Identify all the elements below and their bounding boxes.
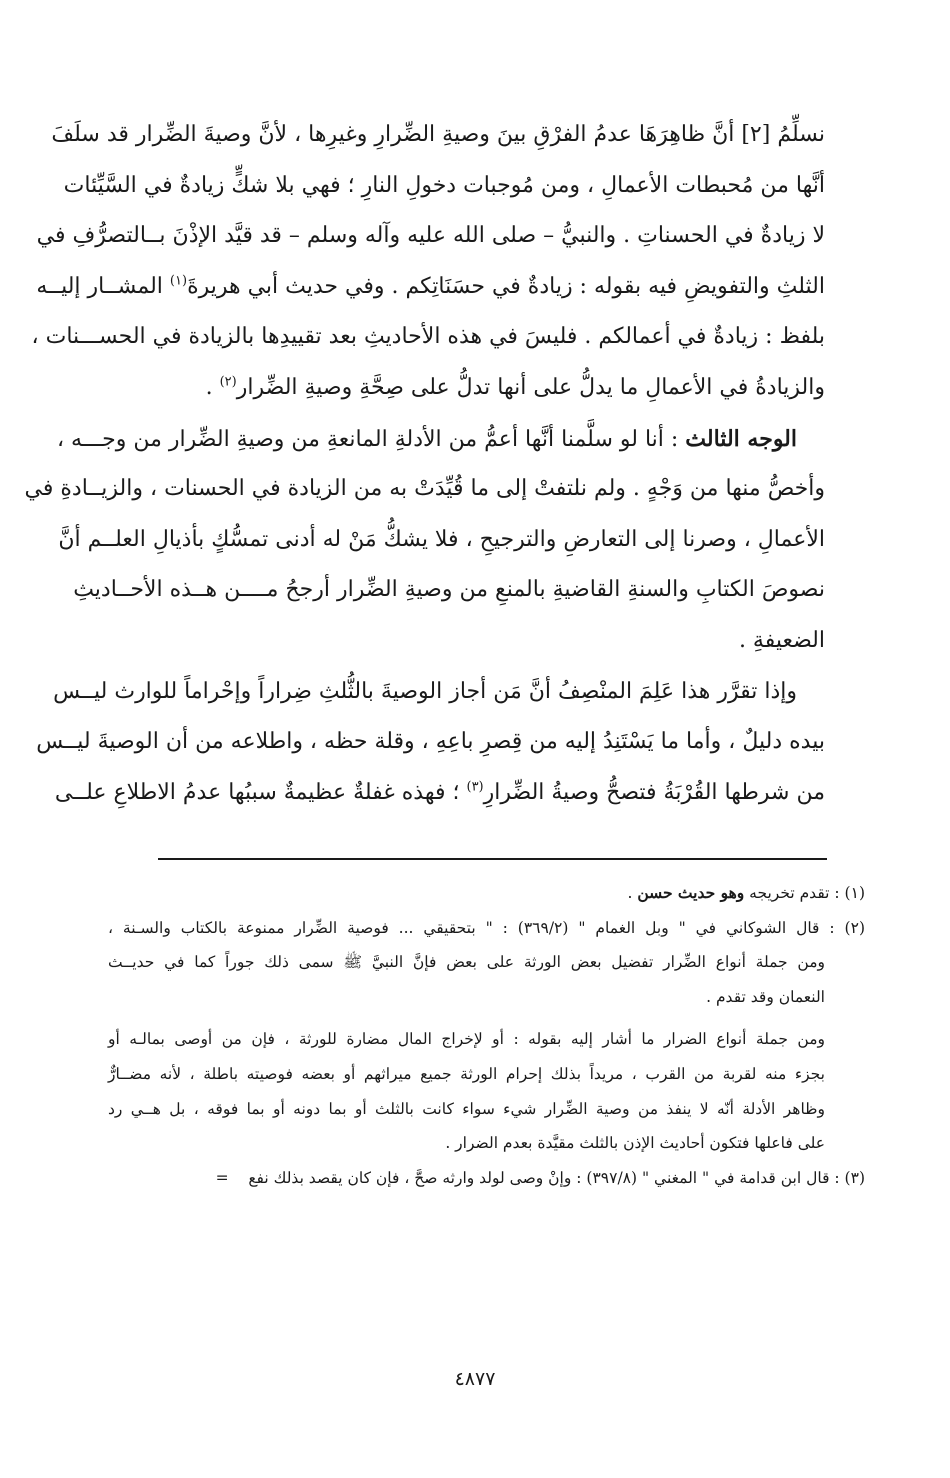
footnote-2b-line: بجزء منه لقربة من القرب ، مريداً بذلك إحرام الورثة جميع ميراثهم أو بعضه فوصيته باطلة ، لأنه مضــارٌّ — [108, 1064, 825, 1083]
body-line: بيده دليلٌ ، وأما ما يَسْتَنِدُ إليه من قِصرِ باعِهِ ، وقلة حظه ، واطلاعه من أن الوصيةَ ليــس — [36, 729, 825, 755]
body-line — [36, 262, 825, 313]
section-heading: الوجه الثالث — [685, 425, 797, 452]
footnote-2b-line: وظاهر الأدلة أنّه لا ينفذ من وصية الضِّرار شيء سواء كانت بالثلث أو بما دونه أو بما فوقه ، بل هــي رد — [108, 1099, 825, 1118]
body-line-text: ؛ فهذه غفلةٌ عظيمةٌ سببُها عدمُ الاطلاعِ علــى — [54, 779, 467, 805]
footnote-2-line: ومن جملة أنواع الضِّرار تفضيل بعض الورثة على بعض فإنَّ النبيَّ ﷺ سمى ذلك جوراً كما في حديــث — [108, 953, 825, 972]
body-line-text: : أنا لو سلَّمنا أنَّها أعمُّ من الأدلةِ المانعةِ من وصيةِ الضِّرار من وجـــه ، — [56, 426, 686, 452]
footnote-2-line: (٢) : قال الشوكاني في " وبل الغمام " (٣٦٩/٢) : " بتحقيقي ... فوصية الضِّرار ممنوعة بالكتاب والسـنة ، — [108, 918, 865, 937]
body-line-text: والزيادةُ في الأعمالِ ما يدلُّ على أنها تدلُّ على صِحَّةِ وصيةِ الضِّرار — [236, 374, 825, 400]
body-line-text: المشــار إليــه — [36, 273, 170, 299]
footnote-ref-3: (٣) — [466, 779, 484, 795]
continuation-mark: = — [215, 1168, 229, 1187]
footnote-divider — [158, 858, 827, 860]
footnote-spacer — [108, 1014, 865, 1022]
body-line: نصوصَ الكتابِ والسنةِ القاضيةِ بالمنعِ من وصيةِ الضِّرار أرجحُ مــــن هــذه الأحــاديثِ — [73, 577, 825, 603]
footnote-1 — [108, 876, 865, 911]
footnote-text: (١) : تقدم تخريجه — [744, 884, 865, 902]
body-line: الأعمالِ ، وصرنا إلى التعارضِ والترجيحِ ، فلا يشكُّ مَنْ له أدنى تمسُّكٍ بأذيالِ العلــم أنَّ — [58, 526, 825, 552]
body-line — [56, 414, 825, 465]
footnote-ref-2: (٢) — [219, 374, 237, 390]
body-line-text: من شرطها القُرْبَةُ فتصحُّ وصيةُ الضِّرارِ — [483, 779, 825, 805]
body-line: لا زيادةٌ في الحسناتِ . والنبيُّ – صلى الله عليه وآله وسلم – قد قيَّد الإذْنَ بــالتصرُّفِ في — [36, 223, 825, 249]
body-line: وأخصُّ منها من وَجْهٍ . ولم نلتفتْ إلى ما قُيِّدَتْ به من الزيادة في الحسنات ، والزيــادةِ في — [24, 476, 825, 502]
page-number: ٤٨٧٧ — [454, 1368, 496, 1390]
body-line: وإذا تقرَّر هذا عَلِمَ المنْصِفُ أنَّ مَن أجاز الوصيةَ بالثُّلثِ ضِراراً وإحْراماً للوارث ليــس — [53, 678, 797, 704]
footnote-2b-line: ومن جملة أنواع الضرار ما أشار إليه بقوله : أو لإخراج المال مضارة للورثة ، فإن من أوصى بمالـه أو — [108, 1030, 825, 1049]
body-line-text: الثلثِ والتفويضِ فيه بقوله : زيادةٌ في حسَنَاتِكم . وفي حديث أبي هريرةَ — [187, 273, 825, 299]
footnote-text: . — [627, 884, 638, 902]
footnote-text: (٣) : قال ابن قدامة في " المغني " (٣٩٧/٨) : وإنْ وصى لولد وارثه صحَّ ، فإن كان يقصد بذلك نفع — [248, 1168, 865, 1187]
body-line-text: . — [205, 374, 220, 400]
body-line: أنَّها من مُحبطات الأعمالِ ، ومن مُوجبات دخولِ النارِ ؛ فهي بلا شكٍّ زيادةٌ في السَّيِّئات — [63, 172, 825, 198]
body-line: نسلِّمُ [٢] أنَّ ظاهِرَهَا عدمُ الفرْقِ بينَ وصيةِ الضِّرارِ وغيرِها ، لأنَّ وصيةَ الضِّرار قد سلَفَ — [51, 122, 825, 147]
body-line — [160, 363, 825, 414]
footnote-2b-line: على فاعلها فتكون أحاديث الإذن بالثلث مقيَّدة بعدم الضرار . — [445, 1134, 825, 1153]
footnote-2-line: النعمان وقد تقدم . — [706, 987, 825, 1006]
body-line: الضعيفةِ . — [738, 627, 825, 653]
footnote-ref-1: (١) — [169, 273, 188, 289]
footnote-grade: وهو حديث حسن — [637, 883, 745, 902]
main-text — [24, 110, 825, 818]
body-line — [54, 768, 825, 819]
body-line: بلفظ : زيادةٌ في أعمالكم . فليسَ في هذه الأحاديثِ بعد تقييدِها بالزيادة في الحســـنات ، — [31, 324, 825, 350]
footnote-3 — [108, 1161, 865, 1196]
footnotes — [108, 876, 865, 1195]
